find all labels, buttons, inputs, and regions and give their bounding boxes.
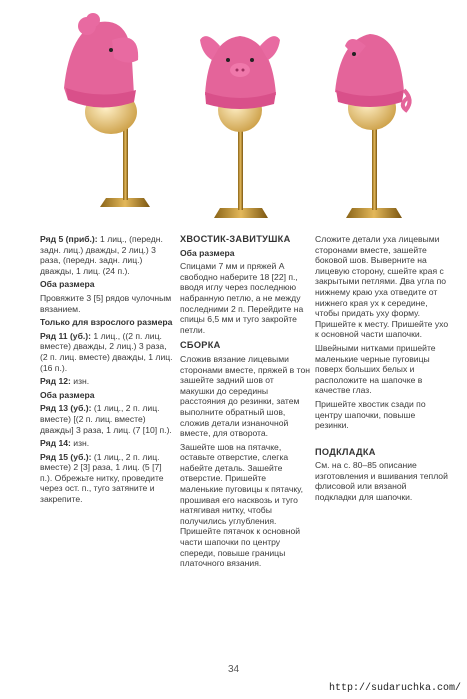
lining-text: См. на с. 80–85 описание изготовления и вшивания теплой флисовой или вязаной подкладки для шапочки. [315,460,448,503]
eyes-text: Швейными нитками пришейте маленькие черные пуговицы поверх больших белых и расположите на шапочке в качестве глаз. [315,342,436,396]
row-5-text: Ряд 5 (приб.): 1 лиц., (передн. задн. лиц.) дважды, 2 лиц.) 3 раза, (передн. задн. лиц.) дважды, 1 лиц. (24 п.). [40,234,163,276]
both-sizes-heading-3: Оба размера [180,247,235,258]
column-1 [40,234,174,508]
page-number: 34 [227,664,240,675]
lining-heading: ПОДКЛАДКА [315,446,376,457]
hat-photo [0,0,467,228]
hat-center [200,36,280,218]
assembly-text-2: Зашейте шов на пятачке, оставьте отверстие, слегка набейте деталь. Зашейте отверстие. Пришейте маленькие пуговицы к пятачку, прошивая его насквозь и туго натягивая нитку, чтобы получились углубления. Пришейте пятачок к основной части шапочки по центру спереди, повыше границы платочного вязания. [180,441,304,569]
row-13-text: Ряд 13 (уб.): (1 лиц., 2 п. лиц. вместе) [(2 п. лиц. вместе) дважды] 3 раза, 1 лиц. (7 [10] п.). [40,403,172,435]
column-2 [180,234,310,572]
hat-right [335,34,410,218]
tail-text: Спицами 7 мм и пряжей А свободно наберите 18 [22] п., вводя иглу через последнюю набранную петлю, а не между последними 2 п. Перейдите на спицы 6,5 мм и туго закройте петли. [180,261,304,335]
ear-text: Сложите детали уха лицевыми сторонами вместе, зашейте боковой шов. Выверните на лицевую сторону, сшейте края с закрытыми петлями. Два угла по нижнему краю уха отведите от нижнего края ух к середине, чтобы придать уху форму. Пришейте к месту. Пришейте ухо к основной части шапочки. [315,234,449,340]
both-sizes-heading-2: Оба размера [40,389,95,400]
stockinette-text: Провяжите 3 [5] рядов чулочным вязанием. [40,292,172,314]
column-3 [315,234,450,506]
assembly-text-1: Сложив вязание лицевыми сторонами вместе, пряжей в тон зашейте задний шов от макушки до середины расстояния до резинки, затем выполните обратный шов, сложив детали изнаночной вместе, для отворота. [180,353,310,439]
both-sizes-heading: Оба размера [40,279,95,290]
row-11-text: Ряд 11 (уб.): 1 лиц., ((2 п. лиц. вместе) дважды, 2 лиц.) 3 раза, (2 п. лиц. вместе) дважды, 1 лиц. (16 п.). [40,330,173,373]
tail-attach-text: Пришейте хвостик сзади по центру шапочки, повыше резинки. [315,398,426,431]
row-14-text: Ряд 14: изн. [40,438,90,449]
watermark-url: http://sudaruchka.com/ [328,683,461,694]
tail-heading: ХВОСТИК-ЗАВИТУШКА [180,234,291,244]
adult-only-heading: Только для взрослого размера [40,317,173,328]
hat-left [64,13,150,207]
row-12-text: Ряд 12: изн. [40,376,90,387]
assembly-heading: СБОРКА [180,340,221,351]
row-15-text: Ряд 15 (уб.): (1 лиц., 2 п. лиц. вместе) 2 [3] раза, 1 лиц. (5 [7] п.). Обрежьте нитку, проведите через ост. п., туго затяните и закрепите. [40,451,164,505]
